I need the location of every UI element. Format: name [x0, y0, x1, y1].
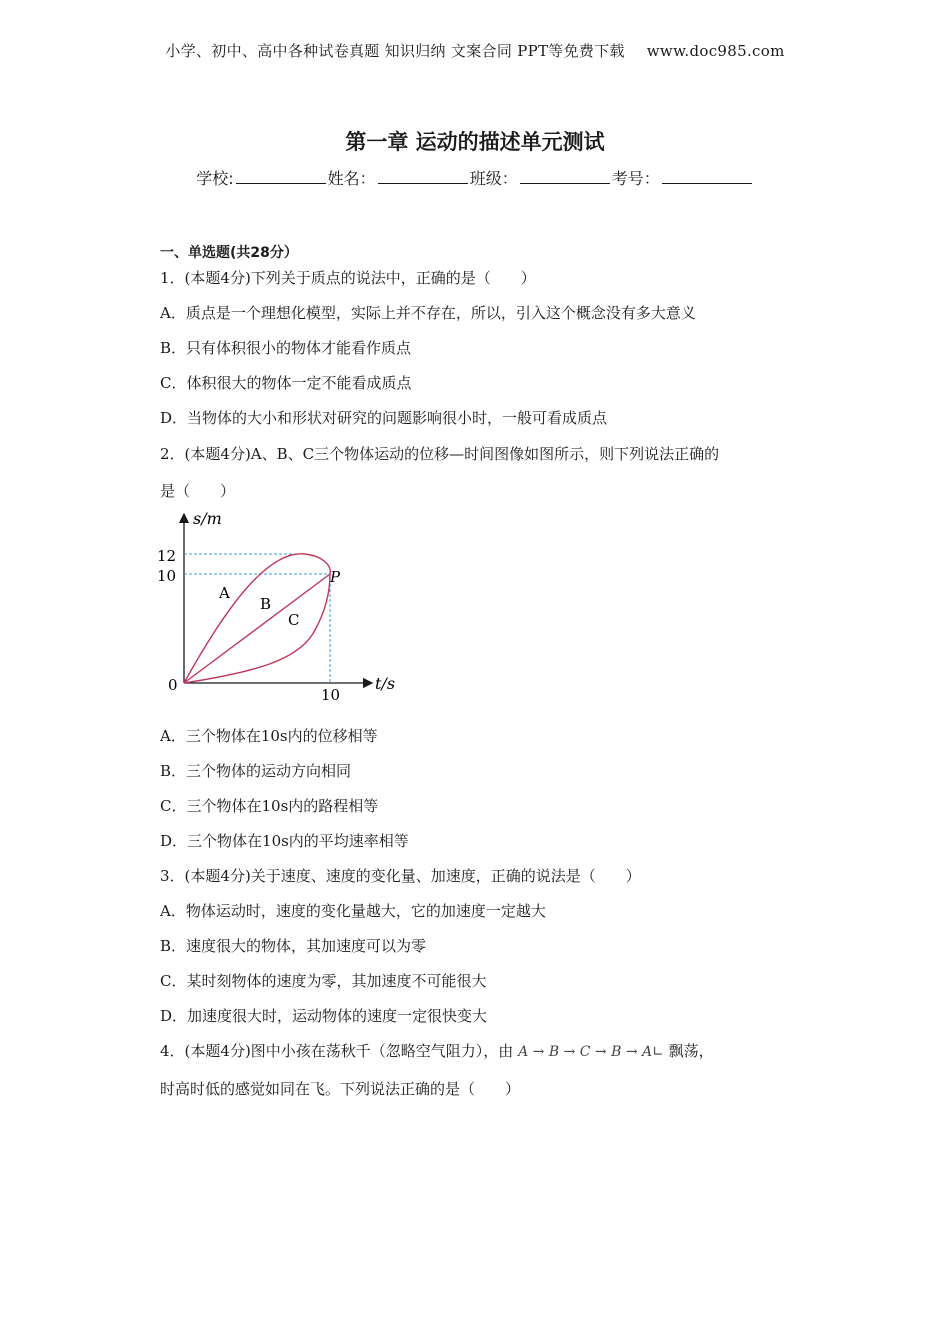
- curve-a: [184, 554, 330, 683]
- page-header: [0, 40, 950, 61]
- x-tick-10: 10: [321, 686, 341, 704]
- q3-option-d[interactable]: D．加速度很大时，运动物体的速度一定很快变大: [160, 1007, 488, 1025]
- curve-b: [184, 574, 330, 683]
- q3-option-a[interactable]: A．物体运动时，速度的变化量越大，它的加速度一定越大: [160, 902, 546, 920]
- number-label: 考号：: [611, 169, 660, 188]
- class-label: 班级：: [469, 169, 518, 188]
- name-label: 姓名：: [327, 169, 376, 188]
- q1-option-c[interactable]: C．体积很大的物体一定不能看成质点: [160, 374, 412, 392]
- y-tick-10: 10: [157, 567, 177, 585]
- series-a-label: A: [219, 584, 230, 602]
- header-url[interactable]: www.doc985.com: [646, 42, 785, 60]
- q2-option-b[interactable]: B．三个物体的运动方向相同: [160, 762, 352, 780]
- student-info: [0, 166, 950, 189]
- displacement-time-graph: [150, 505, 410, 710]
- number-blank[interactable]: [662, 169, 752, 184]
- q1-option-b[interactable]: B．只有体积很小的物体才能看作质点: [160, 339, 412, 357]
- school-blank[interactable]: [236, 169, 326, 184]
- section-heading: 一、单选题(共28分）: [160, 245, 298, 261]
- origin-label: 0: [168, 676, 178, 694]
- header-text: 小学、初中、高中各种试卷真题 知识归纳 文案合同 PPT等免费下载: [165, 42, 625, 60]
- q2-stem-line1: 2．(本题4分)A、B、C三个物体运动的位移—时间图像如图所示，则下列说法正确的: [160, 445, 720, 463]
- class-blank[interactable]: [520, 169, 610, 184]
- y-axis-label: s/m: [193, 509, 222, 528]
- q3-option-c[interactable]: C．某时刻物体的速度为零，其加速度不可能很大: [160, 972, 487, 990]
- q1-option-d[interactable]: D．当物体的大小和形状对研究的问题影响很小时，一般可看成质点: [160, 409, 608, 427]
- q3-stem: 3．(本题4分)关于速度、速度的变化量、加速度，正确的说法是（ ）: [160, 867, 641, 885]
- q1-stem: 1．(本题4分)下列关于质点的说法中，正确的是（ ）: [160, 269, 536, 287]
- q3-option-b[interactable]: B．速度很大的物体，其加速度可以为零: [160, 937, 427, 955]
- point-p-label: P: [330, 568, 341, 586]
- q2-option-c[interactable]: C．三个物体在10s内的路程相等: [160, 797, 379, 815]
- q4-stem-post: 飘荡，: [668, 1042, 714, 1060]
- q2-stem-line2: 是（ ）: [160, 482, 236, 500]
- q2-option-a[interactable]: A．三个物体在10s内的位移相等: [160, 727, 378, 745]
- q4-stem-pre: 4．(本题4分)图中小孩在荡秋千（忽略空气阻力），由: [160, 1042, 514, 1060]
- school-label: 学校:: [196, 169, 234, 188]
- q2-option-d[interactable]: D．三个物体在10s内的平均速率相等: [160, 832, 409, 850]
- page-title: 第一章 运动的描述单元测试: [345, 130, 605, 154]
- x-axis-label: t/s: [375, 674, 396, 693]
- series-c-label: C: [288, 611, 300, 629]
- q4-stem-line2: 时高时低的感觉如同在飞。下列说法正确的是（ ）: [160, 1080, 521, 1098]
- q4-path-formula: A → B → C → B → A∟: [518, 1044, 664, 1060]
- q4-stem: [160, 1040, 714, 1061]
- name-blank[interactable]: [378, 169, 468, 184]
- q1-option-a[interactable]: A．质点是一个理想化模型，实际上并不存在，所以，引入这个概念没有多大意义: [160, 304, 696, 322]
- series-b-label: B: [260, 595, 272, 613]
- y-tick-12: 12: [157, 547, 177, 565]
